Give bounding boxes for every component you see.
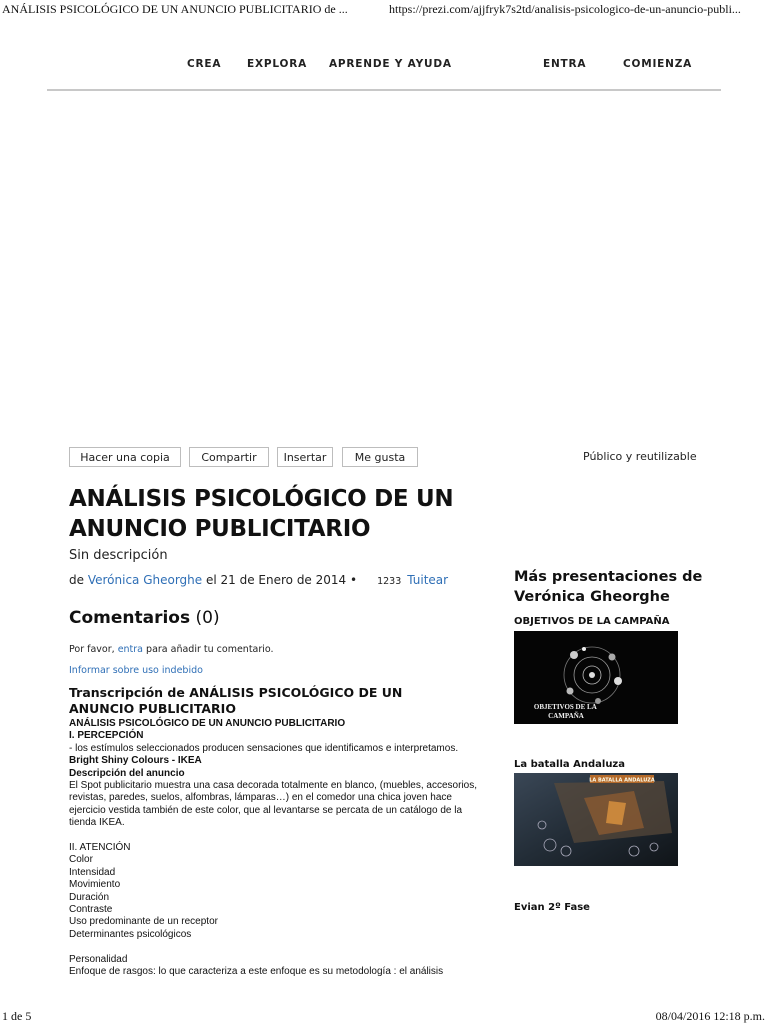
presentation-title: ANÁLISIS PSICOLÓGICO DE UN ANUNCIO PUBLICITARIO [69, 486, 454, 542]
nav-aprende-y-ayuda[interactable]: APRENDE Y AYUDA [329, 58, 452, 70]
share-button[interactable]: Compartir [189, 447, 269, 467]
transcript-line: I. PERCEPCIÓN [69, 730, 144, 742]
print-footer [0, 1009, 768, 1024]
related-presentation-title[interactable]: Evian 2º Fase [514, 902, 590, 913]
comments-heading [69, 608, 220, 628]
transcript-line: El Spot publicitario muestra una casa decorada totalmente en blanco, (muebles, accesorios, revistas, paredes, suelos, alfombras, lámparas…) en el comedor una chica joven hace ejercicio vestida también de este color, que al levantarse se percata de un catálogo de la tienda IKEA. [69, 780, 478, 829]
nav-explora[interactable]: EXPLORA [247, 58, 308, 70]
transcript-line: Personalidad [69, 953, 128, 965]
related-presentation-thumbnail[interactable] [514, 773, 678, 866]
comment-login-hint [69, 644, 274, 655]
print-header-url: https://prezi.com/ajjfryk7s2td/analisis-psicologico-de-un-anuncio-publi... [389, 2, 741, 16]
login-link[interactable]: entra [117, 644, 144, 655]
transcript-gap [69, 941, 489, 953]
transcript-line: Bright Shiny Colours - IKEA [69, 755, 202, 767]
action-bar [0, 447, 768, 469]
byline-prefix: de [69, 573, 88, 587]
like-button[interactable]: Me gusta [342, 447, 418, 467]
transcript-line: Duración [69, 891, 110, 903]
transcript-line: Color [69, 854, 93, 866]
transcript-line: Uso predominante de un receptor [69, 916, 218, 928]
nav-comienza[interactable]: COMIENZA [623, 58, 693, 70]
batalla-thumbnail-caption: LA BATALLA ANDALUZA [589, 777, 655, 784]
objetivos-thumbnail-caption: OBJETIVOS DE LA CAMPAÑA [533, 703, 597, 720]
copy-button[interactable]: Hacer una copia [69, 447, 181, 467]
transcript-line: Determinantes psicológicos [69, 928, 192, 940]
author-link[interactable]: Verónica Gheorghe [87, 573, 203, 587]
transcript-line: Contraste [69, 904, 113, 916]
transcript-heading: Transcripción de ANÁLISIS PSICOLÓGICO DE UN ANUNCIO PUBLICITARIO [69, 685, 403, 716]
hint-prefix: Por favor, [69, 644, 118, 655]
embed-button[interactable]: Insertar [277, 447, 333, 467]
related-presentation-thumbnail[interactable] [514, 631, 678, 724]
top-nav [0, 58, 768, 78]
transcript-body [69, 718, 489, 979]
transcript-line: Enfoque de rasgos: lo que caracteriza a este enfoque es su metodología : el análisis [69, 966, 444, 978]
related-presentation-title[interactable]: OBJETIVOS DE LA CAMPAÑA [514, 616, 670, 627]
batalla-thumbnail-art [514, 773, 678, 866]
page-number: 1 de 5 [2, 1009, 32, 1023]
view-count: 1233 [377, 576, 402, 587]
related-presentation-title[interactable]: La batalla Andaluza [514, 759, 626, 770]
transcript-line: Descripción del anuncio [69, 767, 185, 779]
report-abuse-link[interactable]: Informar sobre uso indebido [69, 665, 203, 676]
transcript-line: ANÁLISIS PSICOLÓGICO DE UN ANUNCIO PUBLICITARIO [69, 718, 346, 729]
comments-count: (0) [190, 608, 220, 628]
objetivos-thumbnail-art [514, 631, 678, 724]
print-datetime: 08/04/2016 12:18 p.m. [655, 1009, 765, 1023]
transcript-gap [69, 830, 489, 842]
presentation-description: Sin descripción [69, 548, 168, 563]
nav-entra[interactable]: ENTRA [543, 58, 587, 70]
nav-divider [47, 89, 721, 91]
transcript-line: Movimiento [69, 879, 121, 891]
transcript-line: - los estímulos seleccionados producen sensaciones que identificamos e interpretamos. [69, 742, 459, 754]
hint-suffix: para añadir tu comentario. [143, 644, 274, 655]
presentation-byline [69, 573, 448, 587]
visibility-label: Público y reutilizable [583, 450, 697, 463]
tweet-link[interactable]: Tuitear [407, 573, 449, 587]
more-presentations-heading: Más presentaciones de Verónica Gheorghe [514, 569, 703, 605]
transcript-line: Intensidad [69, 866, 116, 878]
nav-crea[interactable]: CREA [187, 58, 222, 70]
print-header [0, 0, 768, 18]
byline-date: el 21 de Enero de 2014 • [202, 573, 358, 587]
print-header-title: ANÁLISIS PSICOLÓGICO DE UN ANUNCIO PUBLICITARIO de ... [2, 2, 348, 16]
comments-heading-label: Comentarios [69, 608, 191, 628]
transcript-line: II. ATENCIÓN [69, 842, 131, 854]
